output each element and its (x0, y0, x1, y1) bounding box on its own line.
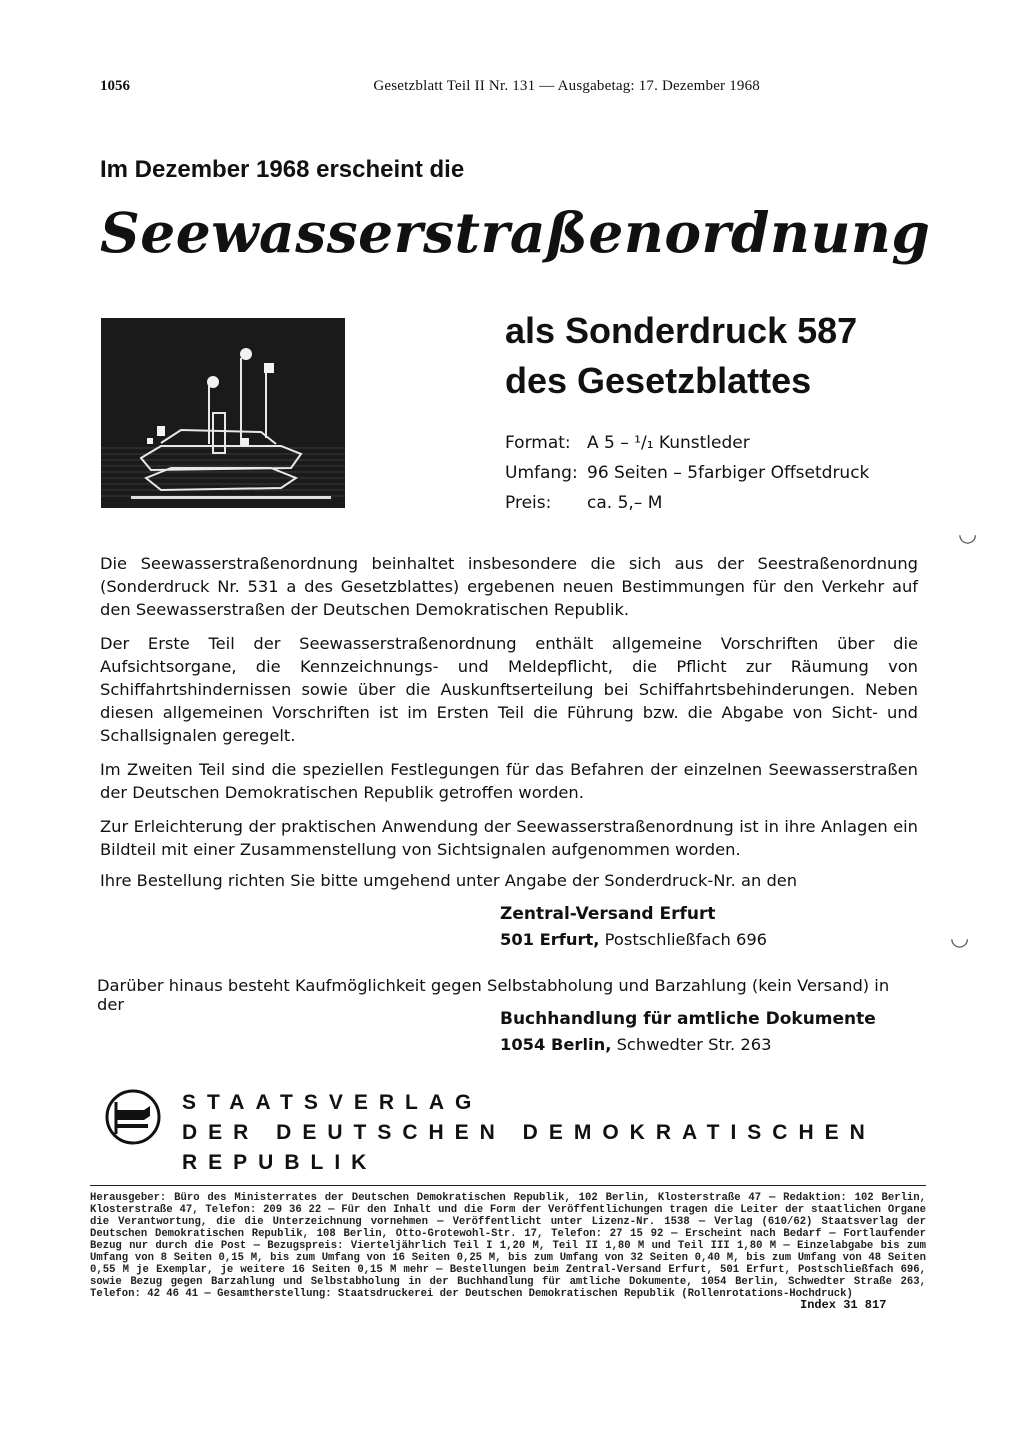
address-name: Buchhandlung für amtliche Dokumente (500, 1009, 876, 1029)
spec-row-umfang (505, 458, 869, 488)
index-number: Index 31 817 (800, 1298, 887, 1312)
purchase-info: Darüber hinaus besteht Kaufmöglichkeit gegen Selbstabholung und Barzahlung (kein Versand) in der (97, 976, 890, 1014)
address-city-rest: Schwedter Str. 263 (616, 1035, 772, 1054)
page-number: 1056 (100, 78, 130, 94)
subtitle-line-2: des Gesetzblattes (505, 360, 812, 401)
publisher-line-2: DER DEUTSCHEN DEMOKRATISCHEN REPUBLIK (182, 1121, 876, 1174)
headline: Im Dezember 1968 erscheint die (100, 156, 465, 183)
spec-row-preis (505, 488, 869, 518)
spec-value: 96 Seiten – 5farbiger Offsetdruck (587, 463, 870, 483)
address-city-bold: 501 Erfurt, (500, 930, 600, 949)
spec-label: Umfang: (505, 463, 578, 483)
page-header (100, 78, 760, 95)
subtitle-line-1: als Sonderdruck 587 (505, 310, 858, 351)
spec-row-format (505, 428, 869, 458)
ship-illustration (101, 318, 345, 508)
paragraph: Zur Erleichterung der praktischen Anwendung der Seewasserstraßenordnung ist in ihre Anlagen ein Bildteil mit einer Zusammenstellung von Sichtsignalen aufgenommen worden. (100, 817, 918, 859)
spec-value: A 5 – ¹/₁ Kunstleder (587, 433, 750, 453)
address-buchhandlung (500, 1007, 876, 1057)
spec-value: ca. 5,– M (587, 493, 663, 513)
subtitle (505, 306, 857, 406)
address-zentral-versand (500, 902, 767, 952)
address-city (500, 927, 767, 952)
publisher-name (182, 1088, 1024, 1178)
gazette-title: Gesetzblatt Teil II Nr. 131 — Ausgabetag: 17. Dezember 1968 (373, 78, 760, 94)
margin-mark: ◡ (958, 522, 978, 547)
imprint-footer: Herausgeber: Büro des Ministerrates der Deutschen Demokratischen Republik, 102 Berlin, Klosterstraße 47 — Redaktion: 102 Berlin, Klosterstraße 47, Telefon: 209 36 22 — Für den Inhalt und die Form der Veröffentlichungen tragen die Leiter der staatlichen Organe die Verantwortung, die die Unterzeichnung vornehmen — Veröffentlicht unter Lizenz-Nr. 1538 — Verlag (610/62) Staatsverlag der Deutschen Demokratischen Republik, 108 Berlin, Otto-Grotewohl-Str. 17, Telefon: 27 15 92 — Erscheint nach Bedarf — Fortlaufender Bezug nur durch die Post — Bezugspreis: Vierteljährlich Teil I 1,20 M, Teil II 1,80 M und Teil III 1,80 M — Einzelabgabe bis zum Umfang von 8 Seiten 0,15 M, bis zum Umfang von 16 Seiten 0,25 M, bis zum Umfang von 32 Seiten 0,40 M, bis zum Umfang von 48 Seiten 0,55 M je Exemplar, je weitere 16 Seiten 0,15 M mehr — Bestellungen beim Zentral-Versand Erfurt, 501 Erfurt, Postschließfach 696, sowie Bezug gegen Barzahlung und Selbstabholung in der Buchhandlung für amtliche Dokumente, 1054 Berlin, Schwedter Straße 263, Telefon: 42 46 41 — Gesamtherstellung: Staatsdruckerei der Deutschen Demokratischen Republik (Rollenrotations-Hochdruck) (90, 1192, 926, 1300)
address-city-rest: Postschließfach 696 (604, 930, 768, 949)
paragraph: Die Seewasserstraßenordnung beinhaltet insbesondere die sich aus der Seestraßenordnung (Sonderdruck Nr. 531 a des Gesetzblattes) ergebenen neuen Bestimmungen für den Verkehr auf den Seewasserstraßen der Deutschen Demokratischen Republik. (100, 554, 918, 619)
staatsverlag-logo-icon (104, 1088, 162, 1146)
big-title: Seewasserstraßenordnung (100, 200, 931, 265)
address-city (500, 1032, 876, 1057)
spec-label: Format: (505, 433, 571, 453)
body-text (100, 552, 918, 872)
footer-divider (90, 1185, 926, 1186)
paragraph: Im Zweiten Teil sind die speziellen Festlegungen für das Befahren der einzelnen Seewasserstraßen der Deutschen Demokratischen Republik getroffen worden. (100, 760, 918, 802)
spec-label: Preis: (505, 493, 552, 513)
paragraph: Der Erste Teil der Seewasserstraßenordnung enthält allgemeine Vorschriften über die Aufsichtsorgane, die Kennzeichnungs- und Meldepflicht, die Pflicht zur Räumung von Schiffahrtshindernissen sowie über die Auskunftserteilung bei Schiffahrtsbehinderungen. Neben diesen allgemeinen Vorschriften ist im Ersten Teil die Führung bzw. die Abgabe von Sicht- und Schallsignalen geregelt. (100, 634, 918, 745)
publisher-line-1: STAATSVERLAG (182, 1091, 483, 1114)
margin-mark: ◡ (950, 926, 970, 951)
specs-list (505, 428, 869, 518)
address-name: Zentral-Versand Erfurt (500, 904, 716, 924)
address-city-bold: 1054 Berlin, (500, 1035, 612, 1054)
order-instruction: Ihre Bestellung richten Sie bitte umgehend unter Angabe der Sonderdruck-Nr. an den (100, 871, 798, 890)
